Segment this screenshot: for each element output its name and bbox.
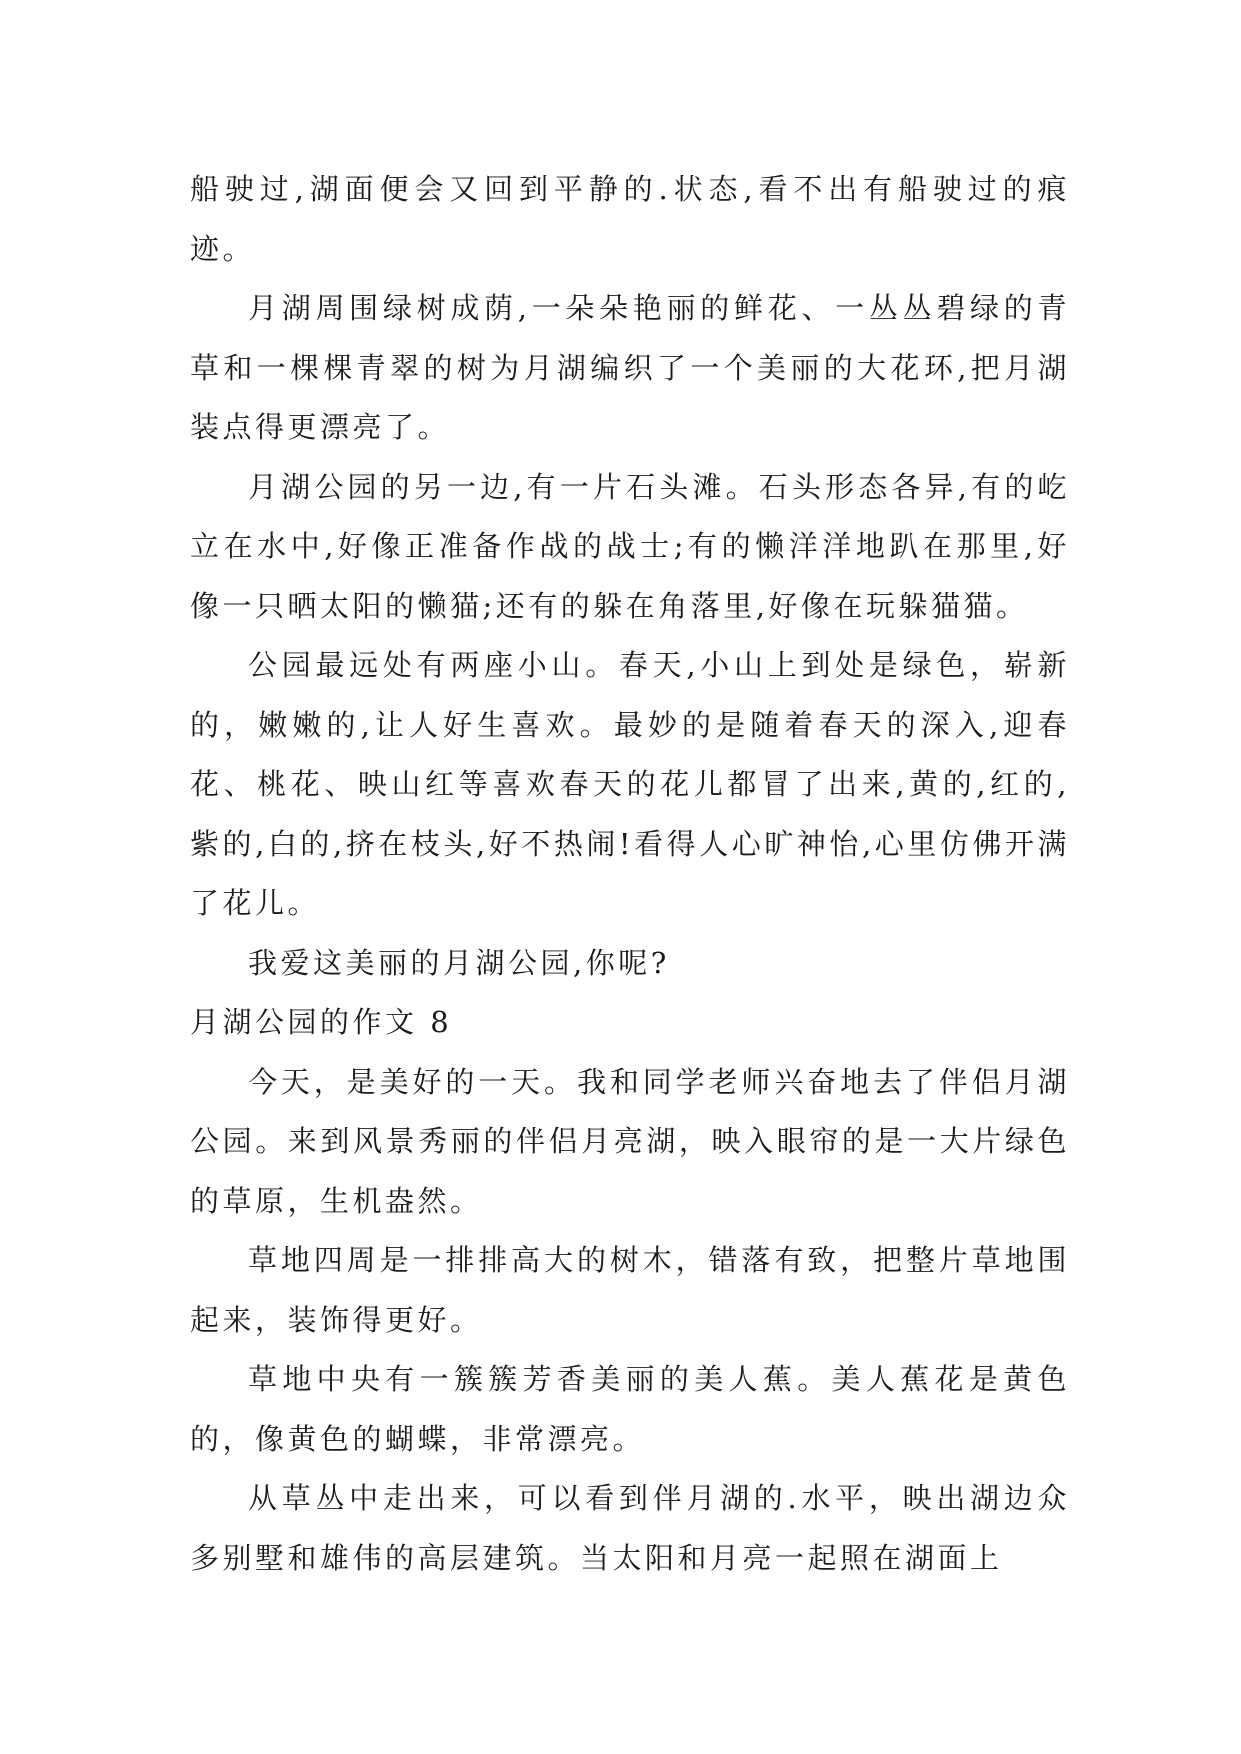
paragraph-7: 草地四周是一排排高大的树木，错落有致，把整片草地围起来，装饰得更好。 [190, 1243, 1070, 1337]
paragraph-6: 今天，是美好的一天。我和同学老师兴奋地去了伴侣月湖公园。来到风景秀丽的伴侣月亮湖，映入眼帘的是一大片绿色的草原，生机盎然。 [190, 1064, 1070, 1218]
paragraph-9: 从草丛中走出来，可以看到伴月湖的.水平，映出湖边众多别墅和雄伟的高层建筑。当太阳和月亮一起照在湖面上 [190, 1481, 1070, 1575]
paragraph-5: 我爱这美丽的月湖公园,你呢? [248, 945, 670, 980]
paragraph-3: 月湖公园的另一边,有一片石头滩。石头形态各异,有的屹立在水中,好像正准备作战的战士;有的懒洋洋地趴在那里,好像一只晒太阳的懒猫;还有的躲在角落里,好像在玩躲猫猫。 [190, 469, 1070, 623]
document-body [190, 160, 1070, 1588]
paragraph-8: 草地中央有一簇簇芳香美丽的美人蕉。美人蕉花是黄色的，像黄色的蝴蝶，非常漂亮。 [190, 1362, 1070, 1456]
section-heading: 月湖公园的作文 8 [190, 1005, 453, 1039]
paragraph-2: 月湖周围绿树成荫,一朵朵艳丽的鲜花、一丛丛碧绿的青草和一棵棵青翠的树为月湖编织了一个美丽的大花环,把月湖装点得更漂亮了。 [190, 291, 1070, 444]
paragraph-4: 公园最远处有两座小山。春天,小山上到处是绿色，崭新的，嫩嫩的,让人好生喜欢。最妙的是随着春天的深入,迎春花、桃花、映山红等喜欢春天的花儿都冒了出来,黄的,红的,紫的,白的,挤在枝头,好不热闹!看得人心旷神怡,心里仿佛开满了花儿。 [190, 648, 1070, 920]
paragraph-1: 船驶过,湖面便会又回到平静的.状态,看不出有船驶过的痕迹。 [190, 172, 1070, 266]
